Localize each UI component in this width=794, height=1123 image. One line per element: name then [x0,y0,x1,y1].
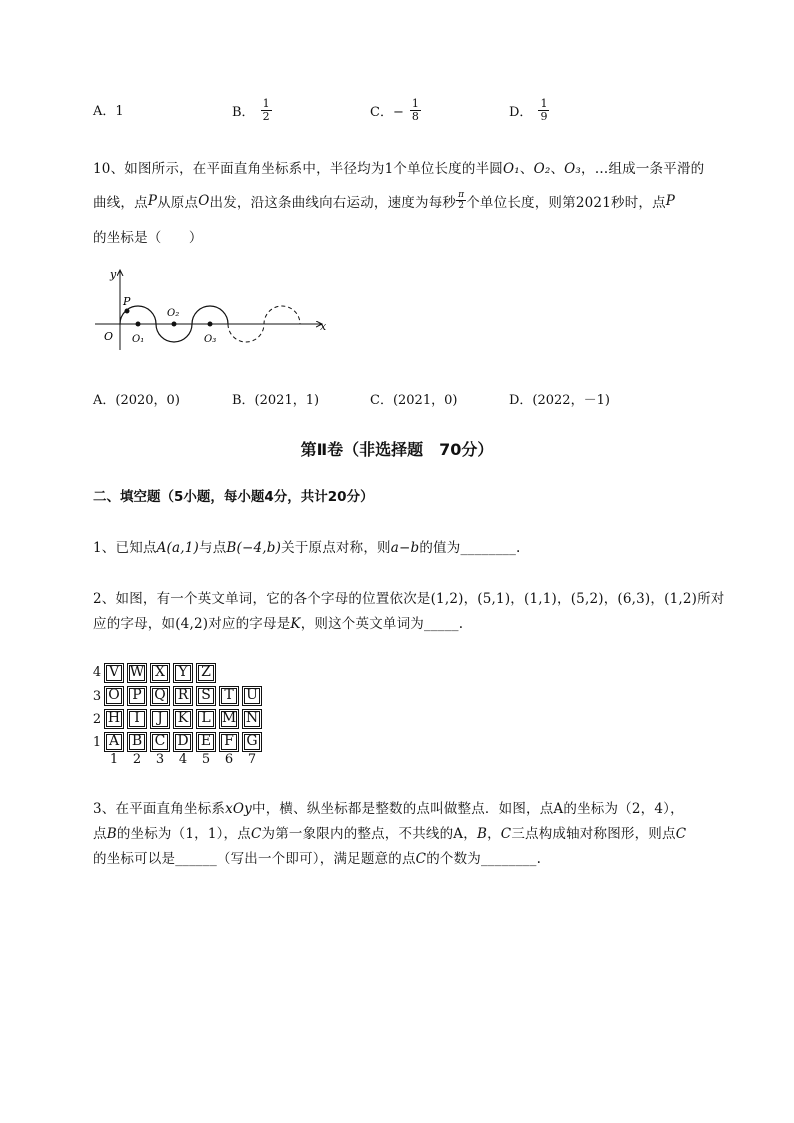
fill-question-3-line-2: 点B的坐标为（1，1），点C为第一象限内的整点，不共线的A，B，C三点构成轴对称图形，则点C [93,826,687,842]
q9-option-a: A．1 [93,104,124,119]
grid-col-label: 6 [224,752,234,767]
fill-question-3-line-3: 的坐标可以是______（写出一个即可），满足题意的点C的个数为________. [93,851,542,867]
grid-cell: P [127,686,147,706]
grid-cell: I [127,709,147,729]
grid-cell: J [150,709,170,729]
point-o2 [172,322,177,327]
grid-row-label: 3 [92,689,102,704]
grid-col-label: 1 [109,752,119,767]
semicircle-curve-figure [90,262,340,352]
grid-row-label: 1 [92,735,102,750]
q10-line-1: 10、如图所示，在平面直角坐标系中，半径均为1个单位长度的半圆O₁、O₂、O₃，…组成一条平滑的 [93,161,705,177]
grid-cell: M [219,709,239,729]
grid-cell: C [150,732,170,752]
q10-option-a: A．(2020，0) [93,393,180,408]
part-title: 二、填空题（5小题，每小题4分，共计20分） [93,489,374,505]
fill-question-2-line-1: 2、如图，有一个英文单词，它的各个字母的位置依次是(1,2)，(5,1)，(1,1)，(5,2)，(6,3)，(1,2)所对 [93,591,725,607]
grid-row-label: 4 [92,665,102,680]
grid-cell: N [242,709,262,729]
point-o3 [208,322,213,327]
grid-cell: L [196,709,216,729]
grid-col-label: 2 [132,752,142,767]
grid-cell: G [242,732,262,752]
grid-cell: O [104,686,124,706]
grid-col-label: 4 [178,752,188,767]
grid-cell: K [173,709,193,729]
fraction: $\frac{1}{8}$ [411,97,419,123]
p-label: P [123,295,131,308]
fraction: $\frac{1}{9}$ [540,97,548,123]
grid-cell: Q [150,686,170,706]
q10-option-d: D．(2022，－1) [509,393,610,408]
grid-cell: T [219,686,239,706]
grid-cell: X [150,663,170,683]
grid-cell: E [196,732,216,752]
grid-col-label: 3 [155,752,165,767]
q10-line-3: 的坐标是（ ） [93,230,203,246]
grid-row-label: 2 [92,712,102,727]
o1-label: O₁ [132,334,145,345]
point-o1 [136,322,141,327]
pi-over-2-fraction: $\frac{\pi}{2}$ [458,190,465,211]
grid-cell: H [104,709,124,729]
o2-label: O₂ [167,308,180,319]
fill-question-3-line-1: 3、在平面直角坐标系xOy中，横、纵坐标都是整数的点叫做整点．如图，点A的坐标为（2，4）， [93,801,684,817]
grid-cell: A [104,732,124,752]
grid-cell: Y [173,663,193,683]
grid-col-label: 5 [201,752,211,767]
grid-cell: U [242,686,262,706]
q10-option-b: B．(2021，1) [232,393,320,408]
y-label: y [110,268,117,281]
q9-option-b: B． $\frac{1}{2}$ [232,97,270,123]
q9-option-c: C．− $\frac{1}{8}$ [370,97,419,123]
origin-label: O [104,330,114,343]
grid-cell: S [196,686,216,706]
point-p [125,309,130,314]
grid-cell: B [127,732,147,752]
q10-option-c: C．(2021，0) [370,393,458,408]
grid-cell: V [104,663,124,683]
grid-cell: W [127,663,147,683]
o3-label: O₃ [204,334,217,345]
q10-line-2: 曲线，点 P 从原点 O 出发，沿这条曲线向右运动，速度为每秒 $\frac{\pi}{2}$ 个单位长度，则第2021秒时，点 P [93,190,676,211]
grid-cell: Z [196,663,216,683]
section-title: 第Ⅱ卷（非选择题 70分） [300,440,494,459]
grid-cell: D [173,732,193,752]
grid-cell: R [173,686,193,706]
grid-col-label: 7 [247,752,257,767]
q9-option-d: D． $\frac{1}{9}$ [509,97,548,123]
fill-question-2-line-2: 应的字母，如(4,2)对应的字母是K，则这个英文单词为_____. [93,616,464,632]
fill-question-1: 1、已知点A(a,1)与点B(−4,b)关于原点对称，则a−b的值为________. [93,540,521,556]
fraction: $\frac{1}{2}$ [262,97,270,123]
x-label: x [320,320,327,333]
grid-cell: F [219,732,239,752]
